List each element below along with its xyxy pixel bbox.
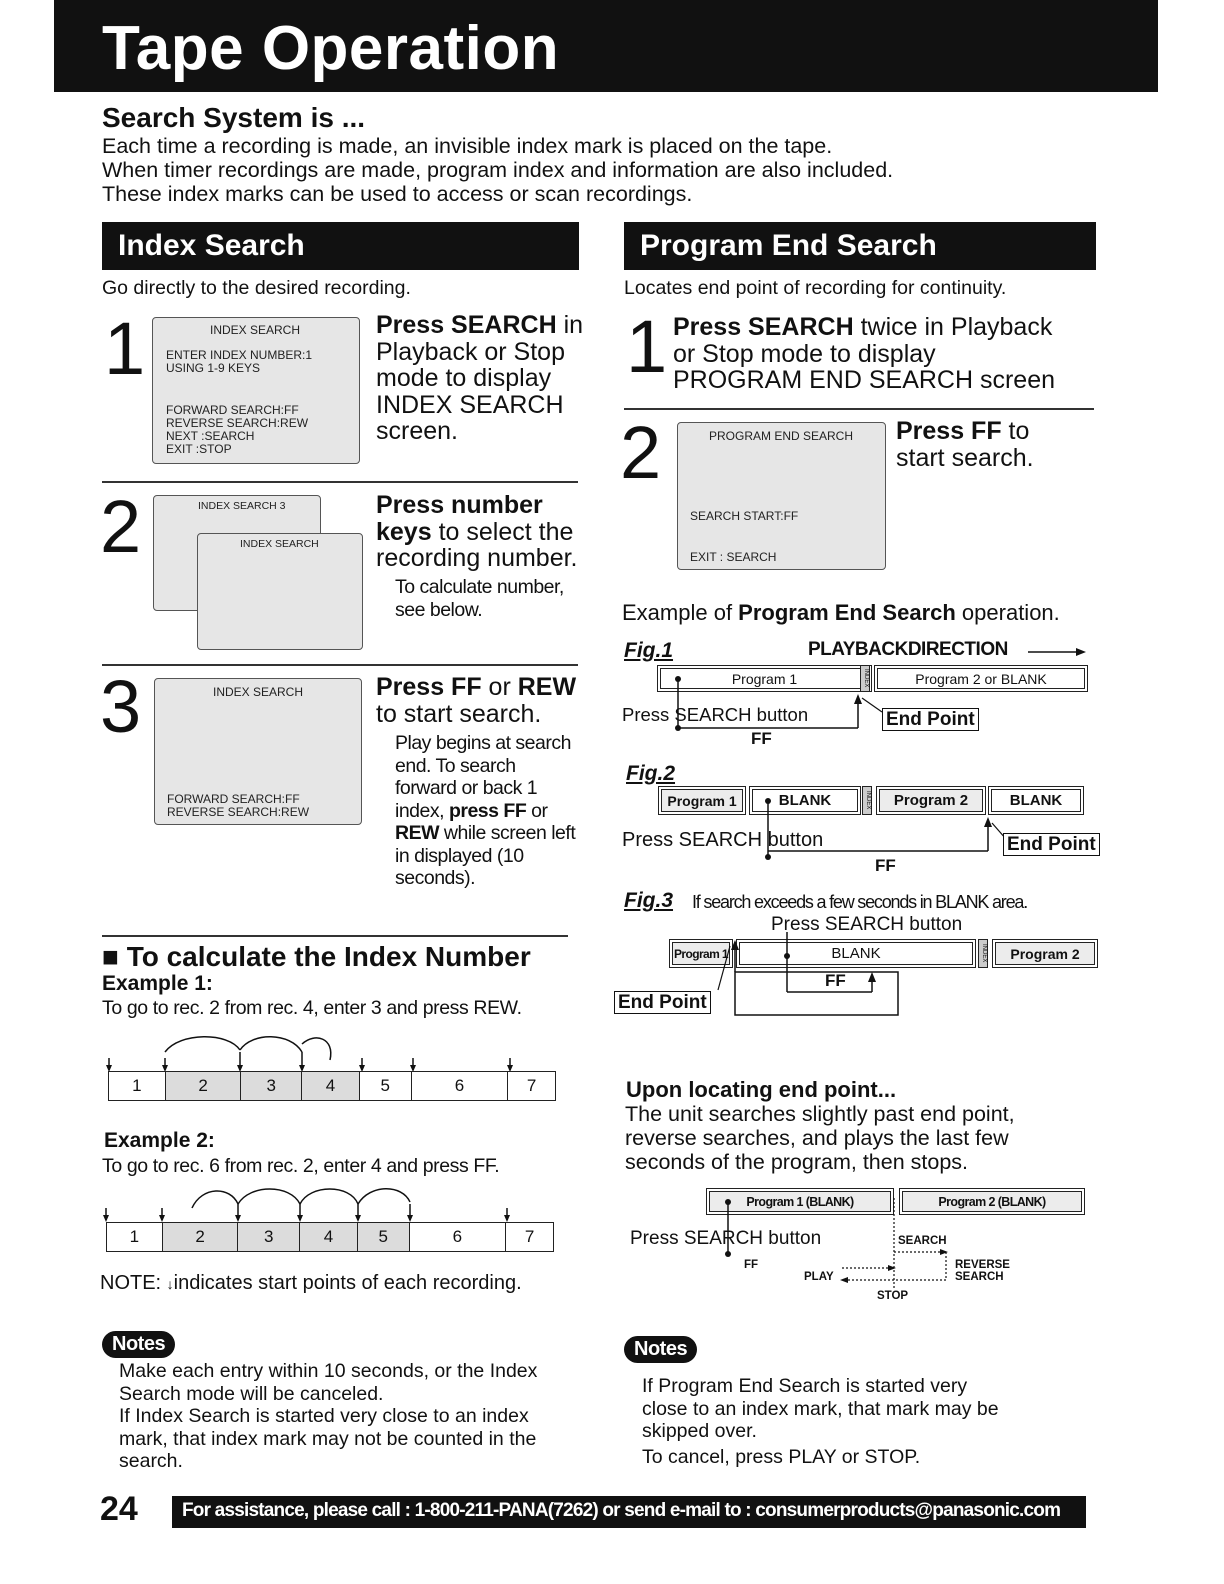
screen-line: NEXT :SEARCH bbox=[166, 429, 255, 443]
bar-label: BLANK bbox=[739, 942, 973, 965]
index-mark: INDEX bbox=[862, 786, 872, 815]
tape-cell: 6 bbox=[412, 1072, 509, 1100]
notes-line: mark, that index mark may not be counted in the bbox=[119, 1427, 537, 1450]
instruction-bold: keys bbox=[376, 517, 432, 546]
screen-line: EXIT :STOP bbox=[166, 442, 232, 456]
example2-tape bbox=[106, 1222, 554, 1252]
fig1-ff: FF bbox=[751, 729, 772, 748]
step-number: 1 bbox=[626, 305, 668, 388]
fig1-end-point: End Point bbox=[882, 708, 979, 731]
intro-line: When timer recordings are made, program index and information are also included. bbox=[102, 158, 894, 182]
index-search-screen bbox=[152, 317, 360, 464]
divider bbox=[624, 408, 1094, 410]
notes-line: To cancel, press PLAY or STOP. bbox=[642, 1445, 921, 1468]
instruction-text: recording number. bbox=[376, 544, 578, 572]
calc-heading: ■ To calculate the Index Number bbox=[102, 941, 531, 972]
tape-cell: 2 bbox=[163, 1223, 239, 1251]
tape-cell: 4 bbox=[300, 1223, 358, 1251]
screen-line: INDEX SEARCH bbox=[240, 538, 319, 550]
title-bar bbox=[54, 0, 1158, 92]
sub-bold: REW bbox=[395, 822, 439, 844]
bar-label: BLANK bbox=[752, 789, 858, 812]
instruction-bold: Press SEARCH bbox=[673, 313, 854, 341]
example1-title: Example 1: bbox=[102, 972, 213, 995]
notes-line: Make each entry within 10 seconds, or the Index bbox=[119, 1360, 538, 1382]
instruction-text: to bbox=[1001, 417, 1030, 445]
notes-line: If Index Search is started very close to an index bbox=[119, 1405, 529, 1427]
tape-cell: 5 bbox=[360, 1072, 412, 1100]
screen-line: FORWARD SEARCH:FF bbox=[167, 792, 300, 806]
locating-line: The unit searches slightly past end point, bbox=[625, 1102, 1015, 1126]
instruction-text: start search. bbox=[896, 443, 1034, 472]
notes-line: close to an index mark, that mark may be bbox=[642, 1397, 999, 1420]
notes-badge: Notes bbox=[624, 1336, 697, 1363]
divider bbox=[102, 481, 578, 483]
fig2-program1 bbox=[658, 786, 746, 815]
fig3-arrows bbox=[700, 930, 910, 1020]
intro-heading: Search System is ... bbox=[102, 102, 366, 133]
tape-cell: 4 bbox=[302, 1072, 360, 1100]
intro-line: These index marks can be used to access or scan recordings. bbox=[102, 182, 693, 206]
notes-line: Search mode will be canceled. bbox=[119, 1382, 384, 1405]
screen-line: INDEX SEARCH 3 bbox=[198, 500, 286, 512]
step3-instruction bbox=[376, 674, 586, 727]
locating-press: Press SEARCH button bbox=[630, 1228, 822, 1249]
page-title: Tape Operation bbox=[102, 14, 560, 83]
tape-cell: 2 bbox=[166, 1072, 242, 1100]
fig3-caption: If search exceeds a few seconds in BLANK area. bbox=[692, 892, 1028, 912]
tape-cell: 6 bbox=[410, 1223, 507, 1251]
fig2-ff: FF bbox=[875, 856, 896, 875]
program-end-search-screen bbox=[677, 422, 886, 570]
example-heading bbox=[622, 600, 1060, 626]
instruction-text: screen. bbox=[376, 417, 458, 445]
example2-text: To go to rec. 6 from rec. 2, enter 4 and press FF. bbox=[102, 1155, 500, 1177]
example2-title: Example 2: bbox=[104, 1129, 215, 1152]
tape-cell: 1 bbox=[107, 1223, 163, 1251]
notes-line: skipped over. bbox=[642, 1420, 757, 1442]
sub-text: To calculate number, bbox=[395, 576, 564, 598]
pe-step1-instruction bbox=[673, 314, 1093, 394]
note-text: indicates start points of each recording. bbox=[173, 1272, 522, 1294]
notes-badge: Notes bbox=[102, 1331, 175, 1358]
screen-line: PROGRAM END SEARCH bbox=[709, 429, 854, 443]
tape-cell: 7 bbox=[526, 1076, 537, 1095]
instruction-text: to start search. bbox=[376, 699, 542, 728]
program-end-search-header: Program End Search bbox=[624, 222, 1096, 270]
label-play: PLAY bbox=[804, 1271, 834, 1283]
down-arrow-icon: ↓ bbox=[166, 1276, 174, 1292]
fig1-arrows bbox=[660, 672, 900, 732]
example-text: operation. bbox=[955, 600, 1060, 625]
instruction-bold: REW bbox=[517, 673, 577, 701]
label-reverse-search bbox=[955, 1259, 1010, 1283]
assistance-bar: For assistance, please call : 1-800-211-PANA(7262) or send e-mail to : consumerproducts@panasonic.com bbox=[172, 1496, 1086, 1528]
screen-line: INDEX SEARCH bbox=[213, 685, 304, 699]
bar-label: Program 1 bbox=[672, 942, 730, 965]
bar-label: Program 2 bbox=[879, 789, 983, 812]
instruction-text: PROGRAM END SEARCH screen bbox=[673, 366, 1056, 394]
step1-instruction bbox=[376, 312, 586, 445]
sub-text: index, bbox=[395, 799, 449, 822]
sub-text: while screen left bbox=[439, 822, 576, 844]
page-number: 24 bbox=[100, 1490, 138, 1528]
tape-cell: 5 bbox=[358, 1223, 410, 1251]
example1-arrows bbox=[100, 1030, 570, 1075]
tape-cell: 1 bbox=[109, 1072, 166, 1100]
bar-label: BLANK bbox=[991, 789, 1081, 812]
divider bbox=[102, 935, 568, 937]
example-bold: Program End Search bbox=[738, 600, 956, 625]
bar-label: Program 1 bbox=[660, 668, 869, 689]
screen-line: USING 1-9 KEYS bbox=[166, 361, 261, 375]
screen-line: EXIT : SEARCH bbox=[690, 550, 777, 564]
label-ff: FF bbox=[744, 1259, 759, 1271]
screen-line: REVERSE SEARCH:REW bbox=[167, 805, 310, 819]
intro-line: Each time a recording is made, an invisible index mark is placed on the tape. bbox=[102, 134, 833, 158]
instruction-bold: Press FF bbox=[896, 417, 1002, 445]
fig3-label: Fig.3 bbox=[624, 889, 674, 912]
step-number: 2 bbox=[620, 411, 662, 494]
instruction-text: in bbox=[556, 311, 584, 339]
fig1-press: Press SEARCH button bbox=[622, 704, 809, 725]
example-text: Example of bbox=[622, 600, 739, 625]
instruction-text: mode to display bbox=[376, 364, 552, 392]
fig1-program2 bbox=[874, 665, 1088, 692]
fig1-label: Fig.1 bbox=[624, 639, 674, 662]
example1-text: To go to rec. 2 from rec. 4, enter 3 and press REW. bbox=[102, 997, 522, 1019]
fig3-ff: FF bbox=[825, 971, 846, 990]
playback-direction: PLAYBACKDIRECTION bbox=[808, 639, 1008, 660]
instruction-bold: Press FF bbox=[376, 673, 482, 701]
fig3-end-point: End Point bbox=[614, 991, 711, 1014]
sub-text: or bbox=[526, 799, 548, 822]
step2-subtext bbox=[395, 576, 564, 621]
fig2-arrows bbox=[760, 795, 1020, 861]
index-search-screen bbox=[154, 678, 362, 825]
instruction-text: or bbox=[481, 673, 518, 701]
instruction-text: INDEX SEARCH bbox=[376, 390, 564, 419]
screen-line: INDEX SEARCH bbox=[210, 323, 301, 337]
sub-bold: press FF bbox=[448, 799, 527, 822]
fig2-press: Press SEARCH button bbox=[622, 829, 824, 851]
sub-text: seconds). bbox=[395, 867, 476, 889]
divider bbox=[102, 664, 578, 666]
step-number: 3 bbox=[100, 665, 142, 748]
sub-text: in displayed (10 bbox=[395, 844, 524, 867]
label-search: SEARCH bbox=[898, 1235, 947, 1247]
fig3-press: Press SEARCH button bbox=[771, 914, 963, 935]
program-end-desc: Locates end point of recording for continuity. bbox=[624, 277, 1007, 299]
notes-line: If Program End Search is started very bbox=[642, 1375, 968, 1397]
screen-line: SEARCH START:FF bbox=[690, 509, 799, 523]
sub-text: see below. bbox=[395, 598, 483, 621]
locating-heading: Upon locating end point... bbox=[626, 1077, 897, 1102]
fig3-program2 bbox=[992, 939, 1098, 968]
sub-text: end. To search bbox=[395, 754, 516, 777]
bar-label: Program 2 (BLANK) bbox=[902, 1191, 1082, 1212]
instruction-text: twice in Playback bbox=[853, 313, 1053, 341]
bar-label: Program 1 bbox=[661, 789, 743, 812]
step3-subtext bbox=[395, 732, 595, 890]
index-mark: INDEX bbox=[860, 665, 870, 692]
index-mark: INDEX bbox=[978, 939, 988, 968]
bar-label: Program 2 bbox=[995, 942, 1095, 965]
instruction-text: to select the bbox=[431, 517, 574, 546]
notes-line: search. bbox=[119, 1450, 183, 1472]
tape-cell: 3 bbox=[241, 1072, 302, 1100]
note-text: NOTE: bbox=[100, 1272, 167, 1294]
notes-left-text bbox=[119, 1360, 537, 1473]
screen-line: ENTER INDEX NUMBER:1 bbox=[166, 348, 313, 362]
label-reverse: REVERSE bbox=[955, 1259, 1010, 1271]
label-stop: STOP bbox=[877, 1290, 909, 1302]
locating-line: seconds of the program, then stops. bbox=[625, 1150, 969, 1174]
locating-line: reverse searches, and plays the last few bbox=[625, 1126, 1009, 1150]
fig2-label: Fig.2 bbox=[626, 762, 676, 785]
instruction-bold: Press SEARCH bbox=[376, 311, 557, 339]
locating-text bbox=[625, 1102, 1015, 1174]
tape-cell: 3 bbox=[238, 1223, 300, 1251]
example1-tape bbox=[108, 1071, 556, 1101]
step2-instruction bbox=[376, 492, 586, 572]
notes-right-text bbox=[642, 1375, 999, 1468]
sub-text: Play begins at search bbox=[395, 732, 571, 754]
sub-text: forward or back 1 bbox=[395, 777, 538, 799]
screen-line: FORWARD SEARCH:FF bbox=[166, 403, 299, 417]
screen-line: REVERSE SEARCH:REW bbox=[166, 416, 309, 430]
instruction-text: Playback or Stop bbox=[376, 337, 565, 366]
instruction-bold: Press number bbox=[376, 491, 543, 519]
step-number: 2 bbox=[100, 485, 142, 568]
arrow-right-icon bbox=[1026, 646, 1088, 658]
bar-label: Program 1 (BLANK) bbox=[709, 1191, 891, 1212]
index-search-desc: Go directly to the desired recording. bbox=[102, 277, 411, 299]
step-number: 1 bbox=[104, 307, 146, 390]
instruction-text: or Stop mode to display bbox=[673, 339, 936, 368]
bar-label: Program 2 or BLANK bbox=[877, 668, 1085, 689]
example2-arrows bbox=[100, 1184, 570, 1224]
intro-text bbox=[102, 134, 1022, 206]
label-reverse: SEARCH bbox=[955, 1271, 1004, 1283]
pe-step2-instruction bbox=[896, 418, 1096, 471]
start-point-note bbox=[100, 1272, 522, 1295]
index-search-screen-front bbox=[197, 533, 363, 650]
tape-cell: 7 bbox=[524, 1227, 535, 1246]
index-search-header: Index Search bbox=[102, 222, 579, 270]
fig2-end-point: End Point bbox=[1003, 833, 1100, 856]
